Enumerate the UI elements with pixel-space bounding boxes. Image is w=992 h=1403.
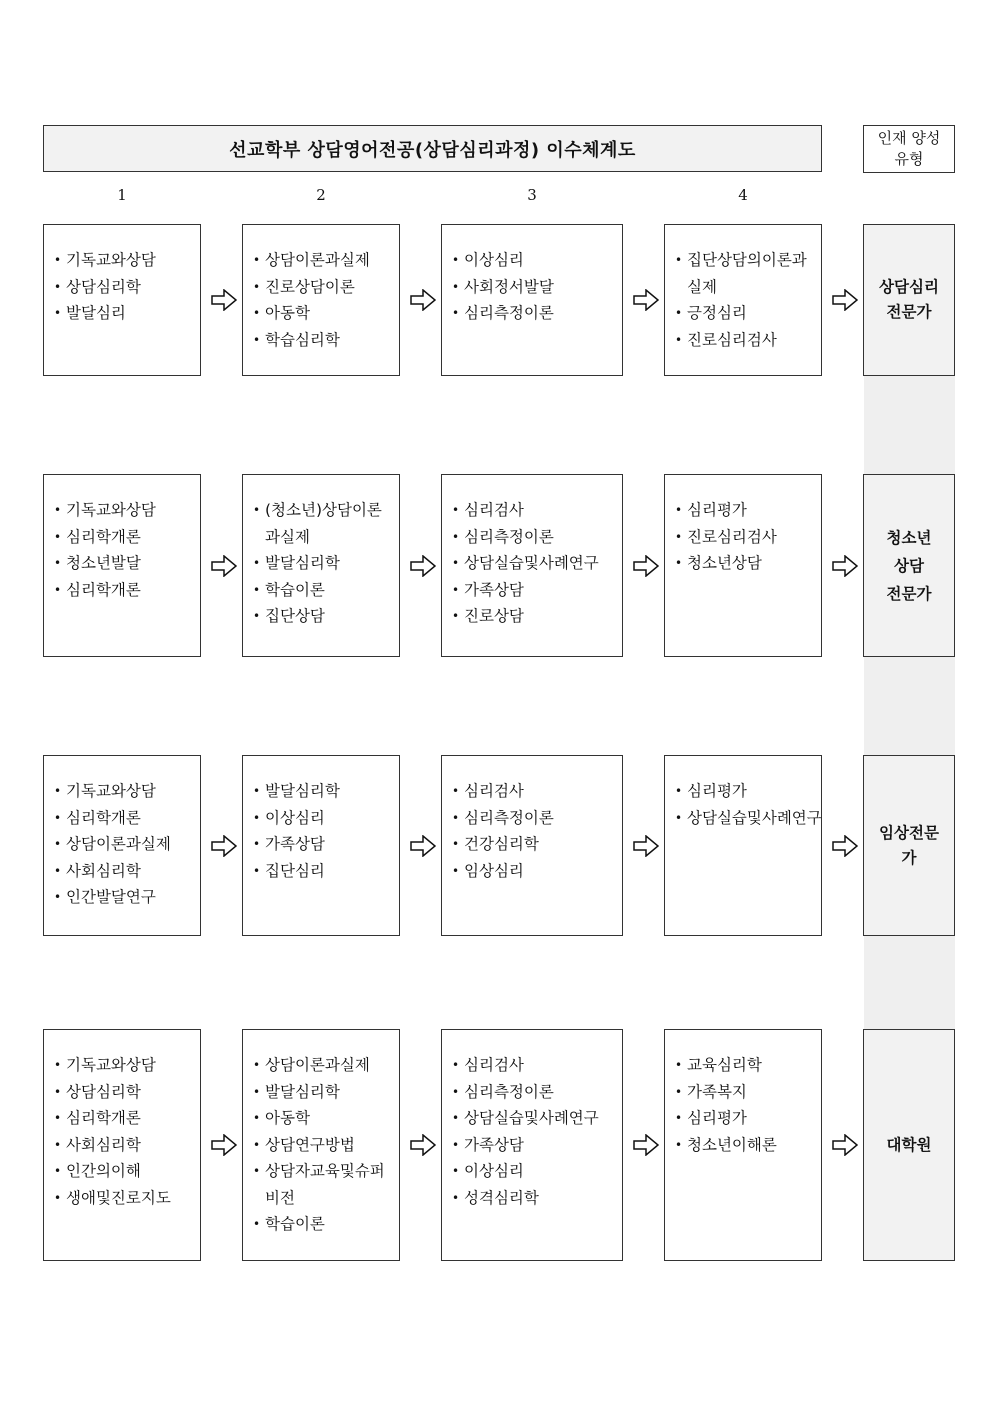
course-item: • 심리검사	[452, 1052, 616, 1079]
result-type-label: 전문가	[886, 584, 932, 603]
course-list	[452, 1052, 616, 1211]
course-item: • 가족상담	[452, 577, 616, 604]
course-item: • 진로심리검사	[675, 524, 815, 551]
column-number-4: 4	[738, 186, 748, 204]
course-item: • 진로상담이론	[253, 274, 393, 301]
course-item: • 심리학개론	[54, 577, 194, 604]
course-item: • 가족복지	[675, 1079, 815, 1106]
course-list	[54, 497, 194, 603]
course-item: • 상담연구방법	[253, 1132, 393, 1159]
result-type-box-row1	[863, 224, 955, 376]
result-type-box-row2	[863, 474, 955, 657]
course-item: • 발달심리	[54, 300, 194, 327]
right-arrow-icon	[211, 289, 237, 311]
course-item: • 심리측정이론	[452, 1079, 616, 1106]
course-box-row2-col3	[441, 474, 623, 657]
course-item: • 진로심리검사	[675, 327, 815, 354]
course-item: • 집단상담	[253, 603, 393, 630]
course-item: • 기독교와상담	[54, 247, 194, 274]
course-list	[54, 778, 194, 911]
column-number-1: 1	[117, 186, 127, 204]
course-box-row3-col3	[441, 755, 623, 936]
course-item: • 상담이론과실제	[253, 247, 393, 274]
course-list	[54, 247, 194, 327]
course-item: • 건강심리학	[452, 831, 616, 858]
title-text: 선교학부 상담영어전공(상담심리과정) 이수체계도	[229, 139, 636, 161]
course-list	[675, 1052, 815, 1158]
course-box-row4-col1	[43, 1029, 201, 1261]
right-arrow-icon	[211, 1134, 237, 1156]
course-item: • 심리검사	[452, 497, 616, 524]
course-box-row3-col4	[664, 755, 822, 936]
course-item: • 인간발달연구	[54, 884, 194, 911]
course-box-row2-col4	[664, 474, 822, 657]
course-box-row1-col2	[242, 224, 400, 376]
right-arrow-icon	[211, 835, 237, 857]
course-item: • 발달심리학	[253, 778, 393, 805]
result-type-label: 상담심리	[879, 278, 939, 296]
course-list	[54, 1052, 194, 1211]
course-item: • 학습이론	[253, 577, 393, 604]
course-item: • 심리평가	[675, 778, 815, 805]
course-item: • 기독교와상담	[54, 1052, 194, 1079]
course-box-row2-col2	[242, 474, 400, 657]
result-type-label: 상담	[894, 556, 924, 575]
course-list	[675, 778, 822, 831]
course-item: • 상담실습및사례연구	[675, 805, 815, 832]
course-item: • 상담이론과실제	[54, 831, 194, 858]
course-item: • 기독교와상담	[54, 778, 194, 805]
course-item: • 청소년상담	[675, 550, 815, 577]
result-type-box-row4	[863, 1029, 955, 1261]
course-item: • 이상심리	[452, 1158, 616, 1185]
course-box-row4-col3	[441, 1029, 623, 1261]
course-item: • 학습심리학	[253, 327, 393, 354]
type-header-line-2: 유형	[894, 150, 924, 168]
course-item: • 아동학	[253, 1105, 393, 1132]
course-item: • 가족상담	[452, 1132, 616, 1159]
page-title	[43, 125, 822, 172]
course-item: • 이상심리	[452, 247, 616, 274]
course-box-row3-col2	[242, 755, 400, 936]
type-header	[863, 125, 955, 173]
course-item: • 인간의이해	[54, 1158, 194, 1185]
right-arrow-icon	[410, 289, 436, 311]
course-item: • 기독교와상담	[54, 497, 194, 524]
course-box-row4-col4	[664, 1029, 822, 1261]
course-item: • 사회심리학	[54, 858, 194, 885]
course-list	[253, 497, 393, 630]
course-item: • 심리측정이론	[452, 300, 616, 327]
right-arrow-icon	[410, 1134, 436, 1156]
type-header-line-1: 인재 양성	[877, 129, 941, 147]
column-number-2: 2	[316, 186, 326, 204]
course-box-row3-col1	[43, 755, 201, 936]
course-box-row1-col3	[441, 224, 623, 376]
right-arrow-icon	[832, 1134, 858, 1156]
course-item: • 교육심리학	[675, 1052, 815, 1079]
course-item: • 진로상담	[452, 603, 616, 630]
course-item: • 사회정서발달	[452, 274, 616, 301]
course-list	[675, 247, 815, 353]
course-list	[253, 247, 393, 353]
right-arrow-icon	[633, 555, 659, 577]
course-list	[452, 247, 616, 327]
course-item: • 상담실습및사례연구	[452, 550, 616, 577]
course-item: • 생애및진로지도	[54, 1185, 194, 1212]
right-arrow-icon	[832, 289, 858, 311]
result-type-box-row3	[863, 755, 955, 936]
course-item: • 심리측정이론	[452, 524, 616, 551]
course-box-row1-col1	[43, 224, 201, 376]
right-arrow-icon	[832, 555, 858, 577]
course-item: • 발달심리학	[253, 1079, 393, 1106]
course-item: • 사회심리학	[54, 1132, 194, 1159]
course-item: • 청소년이해론	[675, 1132, 815, 1159]
result-type-label: 대학원	[886, 1135, 932, 1154]
course-box-row1-col4	[664, 224, 822, 376]
course-list	[452, 497, 616, 630]
right-arrow-icon	[410, 555, 436, 577]
result-type-label: 청소년	[886, 528, 932, 547]
right-arrow-icon	[211, 555, 237, 577]
course-item: • 가족상담	[253, 831, 393, 858]
course-item: • 심리학개론	[54, 805, 194, 832]
course-item: • 학습이론	[253, 1211, 393, 1238]
course-list	[253, 1052, 393, 1238]
course-item: • 상담자교육및슈퍼비전	[253, 1158, 391, 1211]
course-item: • 심리학개론	[54, 524, 194, 551]
right-arrow-icon	[633, 1134, 659, 1156]
column-number-3: 3	[527, 186, 537, 204]
right-arrow-icon	[410, 835, 436, 857]
course-item: • 성격심리학	[452, 1185, 616, 1212]
result-type-label: 전문가	[886, 303, 932, 321]
course-item: • 심리평가	[675, 1105, 815, 1132]
course-box-row4-col2	[242, 1029, 400, 1261]
result-type-label: 임상전문	[879, 823, 939, 842]
course-list	[452, 778, 616, 884]
course-item: • 청소년발달	[54, 550, 194, 577]
course-item: • 상담심리학	[54, 1079, 194, 1106]
course-item: • 긍정심리	[675, 300, 815, 327]
course-item: • 상담이론과실제	[253, 1052, 393, 1079]
course-item: • 집단상담의이론과실제	[675, 247, 813, 300]
course-item: • 심리평가	[675, 497, 815, 524]
right-arrow-icon	[633, 289, 659, 311]
course-item: • 심리검사	[452, 778, 616, 805]
course-item: • 상담심리학	[54, 274, 194, 301]
course-item: • 임상심리	[452, 858, 616, 885]
course-item: • 상담실습및사례연구	[452, 1105, 616, 1132]
course-item: • 발달심리학	[253, 550, 393, 577]
result-type-label: 가	[901, 848, 917, 867]
course-item: • 집단심리	[253, 858, 393, 885]
course-item: • 심리측정이론	[452, 805, 616, 832]
course-list	[253, 778, 393, 884]
course-item: • 이상심리	[253, 805, 393, 832]
course-item: • (청소년)상담이론과실제	[253, 497, 391, 550]
course-list	[675, 497, 815, 577]
course-item: • 심리학개론	[54, 1105, 194, 1132]
right-arrow-icon	[633, 835, 659, 857]
right-arrow-icon	[832, 835, 858, 857]
course-item: • 아동학	[253, 300, 393, 327]
course-box-row2-col1	[43, 474, 201, 657]
